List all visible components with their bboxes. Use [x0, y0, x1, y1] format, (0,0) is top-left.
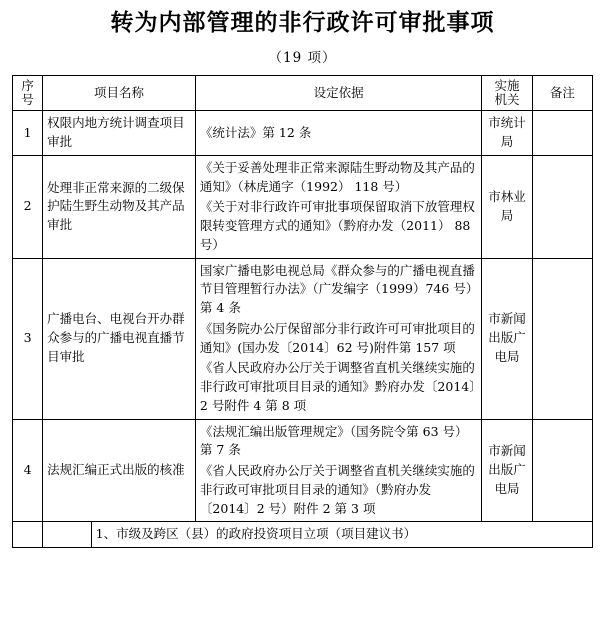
column-header-basis: 设定依据	[195, 75, 481, 111]
row-name: 处理非正常来源的二级保护陆生野生动物及其产品审批	[43, 155, 196, 258]
row-remark	[532, 111, 592, 156]
table-row	[13, 111, 593, 156]
page-subtitle: （19 项）	[268, 49, 337, 66]
row-org: 市新闻出版广电局	[482, 258, 532, 419]
row-seq	[13, 522, 43, 548]
row-basis	[195, 258, 481, 419]
column-header-org-line2: 机关	[494, 91, 520, 107]
column-header-seq-line1: 序	[21, 77, 34, 93]
table-row	[13, 522, 593, 548]
basis-line: 《统计法》第 12 条	[199, 124, 312, 140]
table-row	[13, 155, 593, 258]
row-seq: 4	[13, 419, 43, 522]
row-basis	[195, 419, 481, 522]
basis-line: 《国务院办公厅保留部分非行政许可可审批项目的通知》(国办发〔2014〕62 号)附件第 157 项	[199, 320, 475, 355]
row-org: 市新闻出版广电局	[482, 419, 532, 522]
row-remark	[532, 419, 592, 522]
subitem-spacer	[43, 522, 91, 547]
row-name: 广播电台、电视台开办群众参与的广播电视直播节目审批	[43, 258, 196, 419]
row-subitem-cell	[43, 522, 593, 548]
table-row	[13, 419, 593, 522]
basis-line: 国家广播电影电视总局《群众参与的广播电视直播节目管理暂行办法》（广发编字（1999）746 号）第 4 条	[199, 262, 475, 316]
document-page	[0, 9, 605, 643]
subitem-name: 1、市级及跨区（县）的政府投资项目立项（项目建议书）	[91, 522, 592, 547]
basis-line: 《省人民政府办公厅关于调整省直机关继续实施的非行政可审批项目目录的通知》黔府办发〔2014〕2 号附件 4 第 8 项	[199, 360, 476, 413]
subitem-table	[43, 522, 592, 547]
table-row	[13, 258, 593, 419]
table-header-row	[13, 75, 593, 111]
row-remark	[532, 155, 592, 258]
basis-line: 《关于对非行政许可审批事项保留取消下放管理权限转变管理方式的通知》（黔府办发（2011） 88 号）	[199, 199, 475, 252]
row-name: 权限内地方统计调查项目审批	[43, 111, 196, 156]
row-basis	[195, 155, 481, 258]
row-org: 市统计局	[482, 111, 532, 156]
row-seq: 3	[13, 258, 43, 419]
row-seq: 2	[13, 155, 43, 258]
column-header-name: 项目名称	[43, 75, 196, 111]
row-org: 市林业局	[482, 155, 532, 258]
row-name: 法规汇编正式出版的核准	[43, 419, 196, 522]
basis-line: 《关于妥善处理非正常来源陆生野动物及其产品的通知》（林虎通字（1992） 118 号）	[199, 159, 475, 194]
column-header-org	[482, 75, 532, 111]
column-header-seq-line2: 号	[21, 91, 34, 107]
approval-items-table	[12, 75, 593, 549]
column-header-org-line1: 实施	[494, 77, 520, 93]
subitem-row	[43, 522, 592, 547]
page-title: 转为内部管理的非行政许可审批事项	[110, 9, 495, 36]
column-header-seq	[13, 75, 43, 111]
row-basis	[195, 111, 481, 156]
row-remark	[532, 258, 592, 419]
row-seq: 1	[13, 111, 43, 156]
basis-line: 《省人民政府办公厅关于调整省直机关继续实施的非行政可审批项目目录的通知》（黔府办发〔2014〕2 号）附件 2 第 3 项	[199, 463, 475, 516]
column-header-remark: 备注	[532, 75, 592, 111]
basis-line: 《法规汇编出版管理规定》（国务院令第 63 号）第 7 条	[199, 423, 468, 458]
